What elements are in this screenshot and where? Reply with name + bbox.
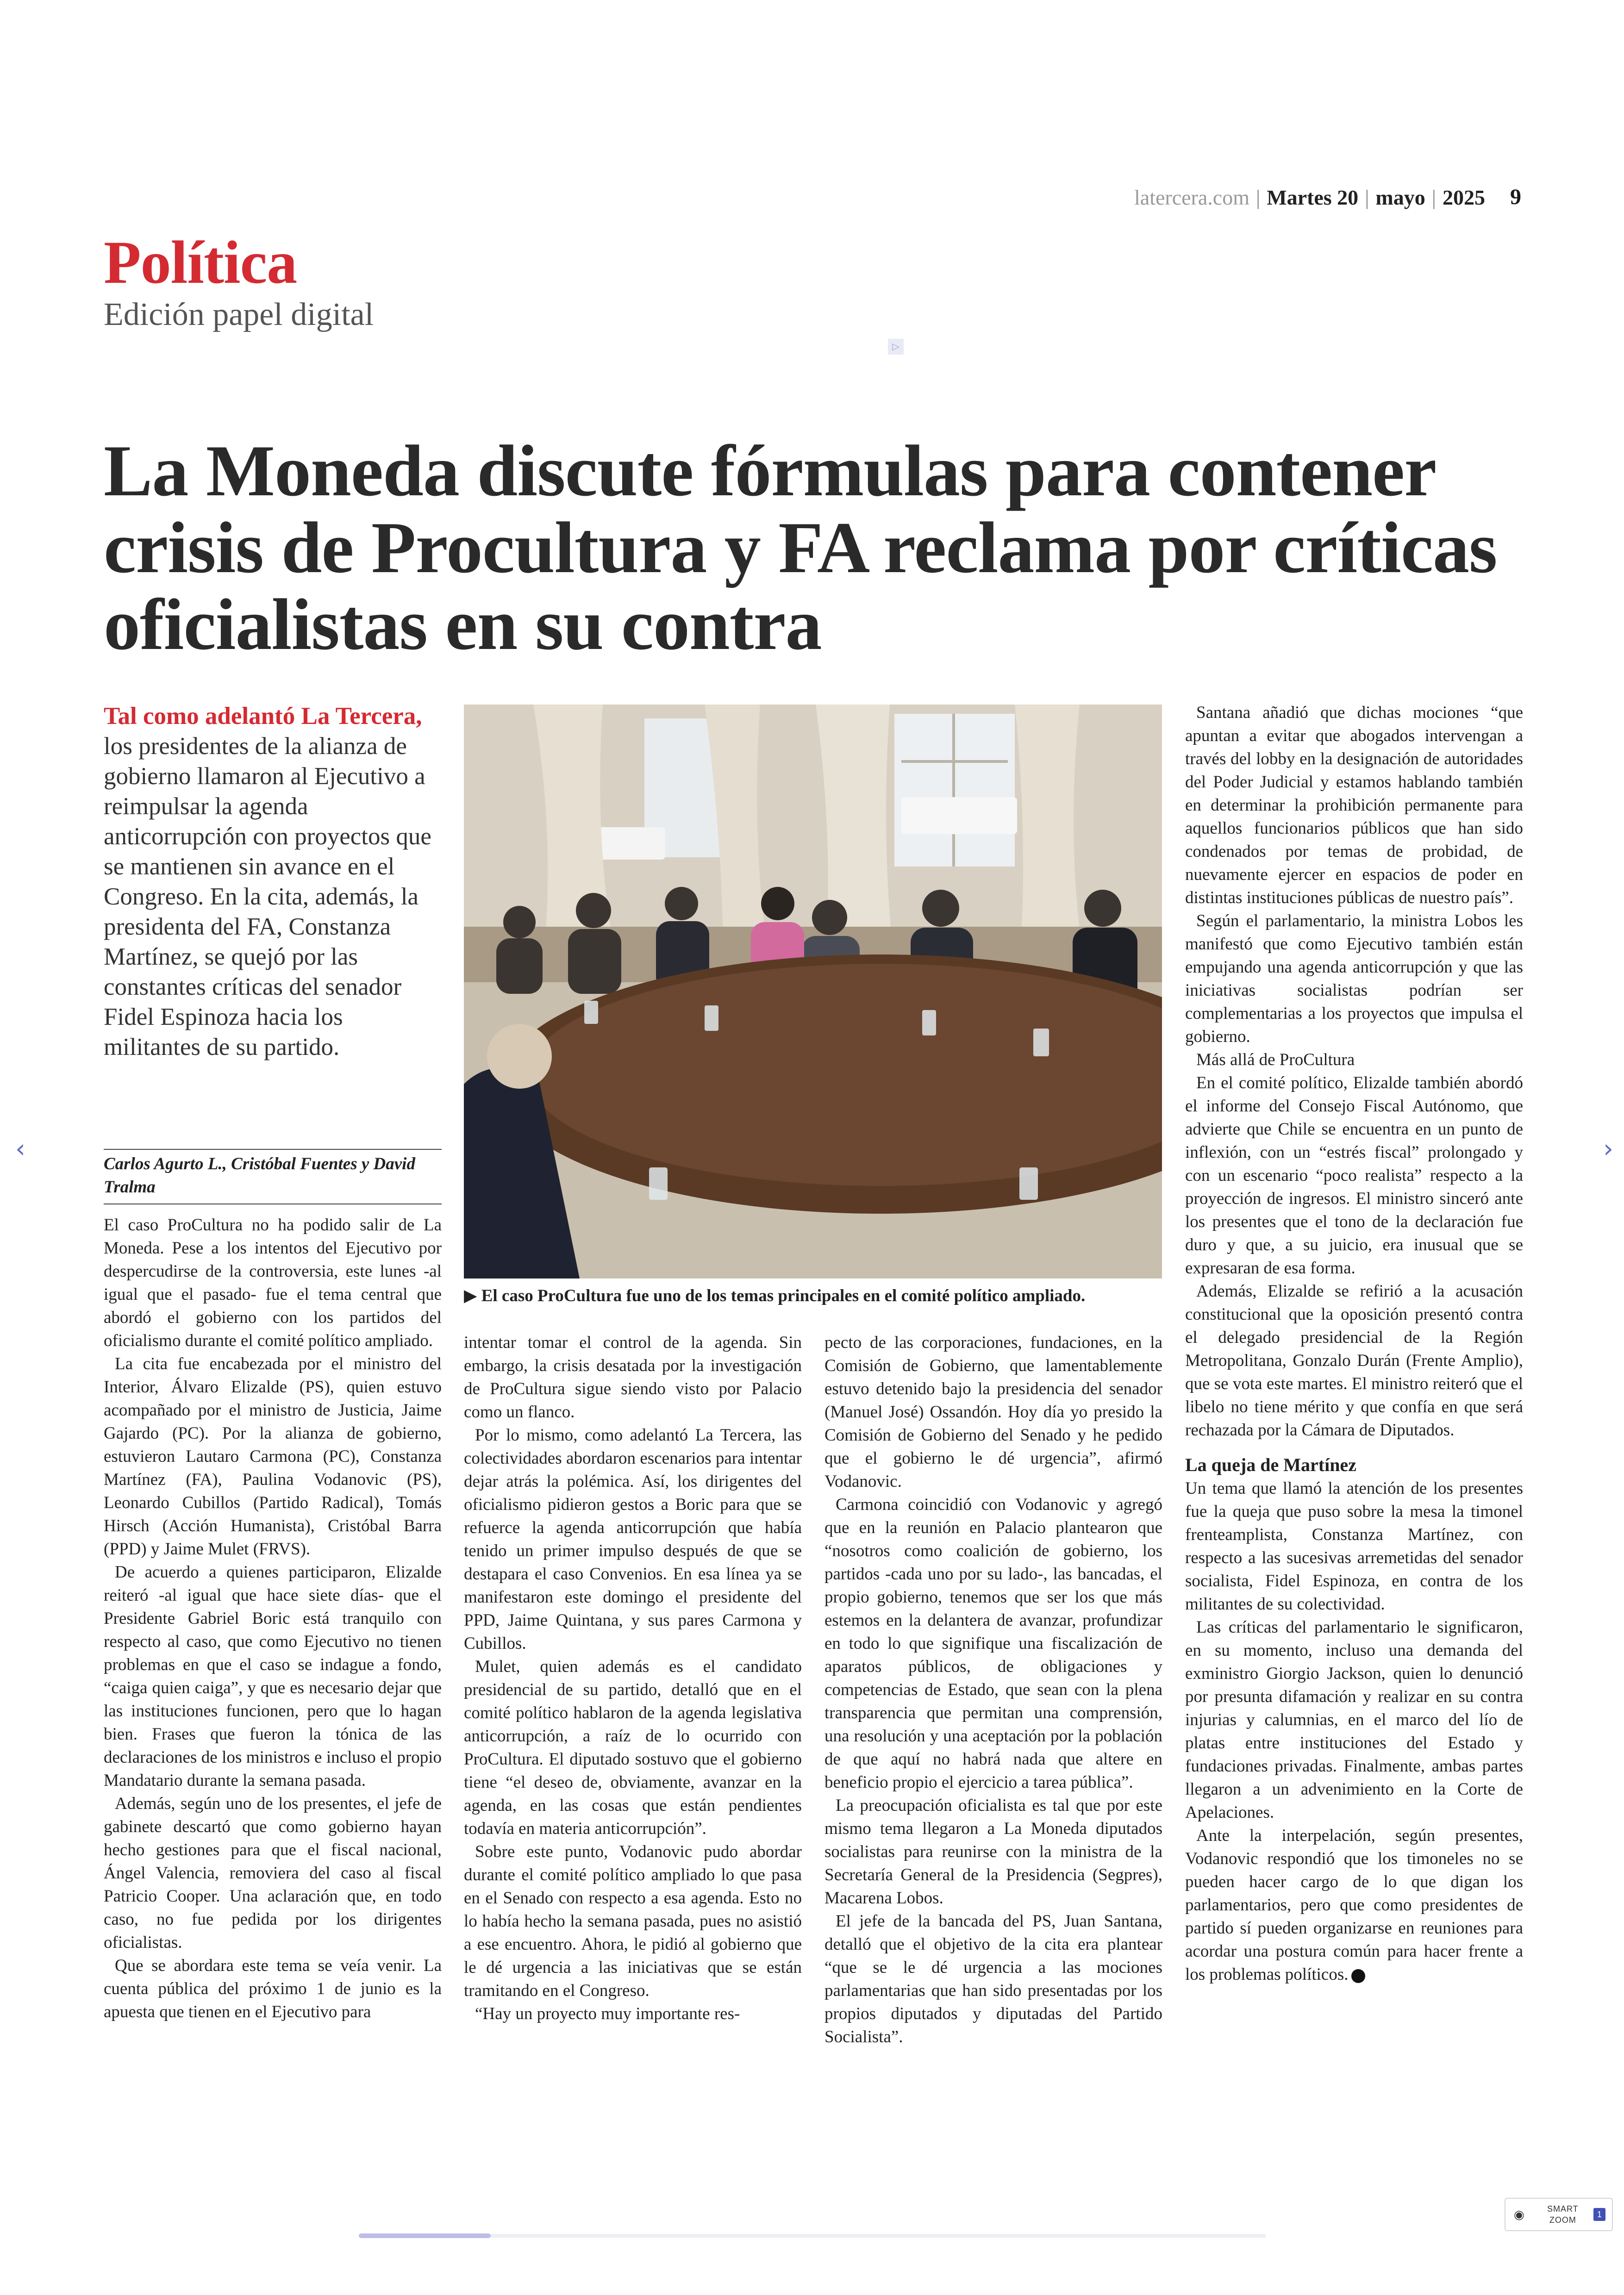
article-column-2 (464, 1331, 802, 2026)
lead-text: los presidentes de la alianza de gobierno llamaron al Ejecutivo a reimpulsar la agenda anticorrupción con proyectos que se mantienen sin avance en el Congreso. En la cita, además, la presidenta del FA, Constanza Martínez, se quejó por las constantes críticas del senador Fidel Espinoza hacia los militantes de su partido. (104, 733, 431, 1060)
smart-zoom-button[interactable] (1505, 2198, 1613, 2231)
paragraph: El jefe de la bancada del PS, Juan Santana, detalló que el objetivo de la cita era plantear “que se le dé urgencia a las mociones parlamentarias que han sido presentadas por los propios diputados y diputadas del Partido Socialista”. (824, 1912, 1162, 2046)
page-scrollbar-thumb[interactable] (359, 2233, 491, 2238)
paragraph: intentar tomar el control de la agenda. Sin embargo, la crisis desatada por la investigación de ProCultura sigue siendo visto por Palacio como un flanco. (464, 1333, 802, 1422)
paragraph: Mulet, quien además es el candidato presidencial de su partido, detalló que en el comité político hablaron de la agenda legislativa anticorrupción, a raíz de lo ocurrido con ProCultura. El diputado sostuvo que el gobierno tiene “el deseo de, obviamente, avanzar en la agenda, en las cosas que están pendientes todavía en materia anticorrupción”. (464, 1657, 802, 1838)
paragraph: Santana añadió que dichas mociones “que apuntan a evitar que abogados intervengan a través del lobby en la designación de autoridades del Poder Judicial y estamos hablando también en determinar la prohibición permanente para aquellos funcionarios públicos que han sido condenados por temas de probidad, de nuevamente ejercer en espacios de poder en distintas instituciones públicas de nuestro país”. (1185, 703, 1523, 907)
page-scrollbar-track[interactable] (359, 2234, 1266, 2238)
paragraph: En el comité político, Elizalde también abordó el informe del Consejo Fiscal Autónomo, que advierte que Chile se encuentra en un punto de inflexión, con un “estrés fiscal” prolongado y con un escenario “poco realista” respecto a la proyección de ingresos. El ministro sinceró ante los presentes que el tono de la declaración fue duro y que, a su juicio, era inusual que se expresaran de esa forma. (1185, 1073, 1523, 1278)
masthead-dateline: latercera.com | Martes 20 | mayo | 2025 (1134, 186, 1485, 209)
article-column-3 (824, 1331, 1162, 2049)
article-column-4 (1185, 701, 1523, 1986)
paragraph: Las críticas del parlamentario le significaron, en su momento, incluso una demanda del exministro Giorgio Jackson, quien lo denunció por presunta difamación y realizar en su contra injurias y calumnias, en el marco del lío de platas entre instituciones del Estado y fundaciones privadas. Finalmente, ambas partes llegaron a un advenimiento en la Corte de Apelaciones. (1185, 1618, 1523, 1822)
article-lead (104, 701, 444, 1062)
edition-label: Edición papel digital (104, 297, 374, 332)
date-day: Martes 20 (1267, 186, 1359, 209)
paragraph: Un tema que llamó la atención de los presentes fue la queja que puso sobre la mesa la timonel frenteamplista, Constanza Martínez, con respecto a las sucesivas arremetidas del senador socialista, Fidel Espinoza, en contra de los militantes de su colectividad. (1185, 1479, 1523, 1614)
paragraph: Sobre este punto, Vodanovic pudo abordar durante el comité político ampliado lo que pasa en el Senado con respecto a esa agenda. Esto no lo había hecho la semana pasada, pues no asistió a ese encuentro. Ahora, le pidió al gobierno que le dé urgencia a las iniciativas que se están tramitando en el Congreso. (464, 1842, 802, 2000)
eye-icon: ◉ (1514, 2208, 1524, 2222)
paragraph: Según el parlamentario, la ministra Lobos les manifestó que como Ejecutivo también están empujando una agenda anticorrupción y que las iniciativas socialistas podrían ser complementarias a los proyectos que impulsa el gobierno. (1185, 911, 1523, 1046)
paragraph: El caso ProCultura no ha podido salir de La Moneda. Pese a los intentos del Ejecutivo por despercudirse de la controversia, este lunes -al igual que el pasado- fue el tema central que abordó el gobierno con los partidos del oficialismo durante el comité político ampliado. (104, 1216, 442, 1350)
paragraph: De acuerdo a quienes participaron, Elizalde reiteró -al igual que hace siete días- que el Presidente Gabriel Boric está tranquilo con respecto al caso, que como Ejecutivo no tienen problemas en que el caso se indague a fondo, “caiga quien caiga”, y que es necesario dejar que las instituciones funcionen, pero que lo hagan bien. Frases que fueron la tónica de las declaraciones de los ministros e incluso el propio Mandatario durante la semana pasada. (104, 1563, 442, 1790)
article-headline: La Moneda discute fórmulas para contener crisis de Procultura y FA reclama por críticas oficialistas en su contra (104, 430, 1497, 665)
paragraph: Que se abordara este tema se veía venir. La cuenta pública del próximo 1 de junio es la apuesta que tienen en el Ejecutivo para (104, 1956, 442, 2021)
paragraph: La preocupación oficialista es tal que por este mismo tema llegaron a La Moneda diputados socialistas para reunirse con la ministra de la Secretaría General de la Presidencia (Segpres), Macarena Lobos. (824, 1796, 1162, 1908)
paragraph: “Hay un proyecto muy importante res- (475, 2004, 740, 2023)
next-page-icon[interactable]: › (1603, 1134, 1613, 1163)
paragraph: La cita fue encabezada por el ministro del Interior, Álvaro Elizalde (PS), quien estuvo acompañado por el ministro de Justicia, Jaime Gajardo (PC). Por la alianza de gobierno, estuvieron Lautaro Carmona (PC), Constanza Martínez (FA), Paulina Vodanovic (PS), Leonardo Cubillos (Partido Radical), Tomás Hirsch (Acción Humanista), Cristóbal Barra (PPD) y Jaime Mulet (FRVS). (104, 1354, 442, 1559)
lead-kicker: Tal como adelantó La Tercera, (104, 703, 422, 730)
article-byline: Carlos Agurto L., Cristóbal Fuentes y David Tralma (104, 1154, 415, 1197)
paragraph: Carmona coincidió con Vodanovic y agregó que en la reunión en Palacio plantearon que “nosotros como coalición de gobierno, los partidos -cada uno por su lado-, las bancadas, el propio gobierno, tenemos que ser los que más estemos en la delantera de avanzar, profundizar en todo lo que signifique una fiscalización de aparatos públicos, de obligaciones y competencias de Estado, que sean con la plena transparencia que permitan una comprensión, una resolución y una aceptación por la población de que aquí no habrá nada que altere en beneficio propio el ejercicio a tarea pública”. (824, 1495, 1162, 1792)
article-column-1 (104, 1214, 442, 2024)
smart-zoom-label: SMART ZOOM (1547, 2204, 1579, 2225)
date-month: mayo (1375, 186, 1425, 209)
subheading: La queja de Martínez (1185, 1454, 1356, 1475)
site-name: latercera.com (1134, 186, 1249, 209)
ad-marker-icon[interactable]: ▷ (888, 339, 904, 355)
paragraph (1185, 1824, 1523, 1986)
date-year: 2025 (1442, 186, 1485, 209)
paragraph: Además, según uno de los presentes, el jefe de gabinete descartó que como gobierno hayan hecho gestiones para que el fiscal nacional, Ángel Valencia, removiera del caso al fiscal Patricio Cooper. Una aclaración que, en todo caso, no fue pedida por los dirigentes oficialistas. (104, 1794, 442, 1952)
previous-page-icon[interactable]: ‹ (15, 1134, 25, 1163)
paragraph: Además, Elizalde se refirió a la acusación constitucional que la oposición presentó contra el delegado presidencial de la Región Metropolitana, Gonzalo Durán (Frente Amplio), que se vota este martes. El ministro reiteró que el libelo no tiene mérito y que confía en que será rechazada por la Cámara de Diputados. (1185, 1282, 1523, 1440)
paragraph: Por lo mismo, como adelantó La Tercera, las colectividades abordaron escenarios para intentar dejar atrás la polémica. Así, los dirigentes del oficialismo pidieron gestos a Boric para que se refuerce la agenda anticorrupción que había tenido un primer impulso después de que se destapara el caso Convenios. En esa línea ya se manifestaron este domingo el presidente del PPD, Jaime Quintana, y sus pares Carmona y Cubillos. (464, 1426, 802, 1653)
end-mark-icon (1351, 1969, 1365, 1983)
paragraph-text: Ante la interpelación, según presentes, Vodanovic respondió que los timoneles no se pueden hacer cargo de lo que digan los parlamentarios, pero que como presidentes de partido sí pueden organizarse en reuniones para acordar una postura común para hacer frente a los problemas políticos. (1185, 1826, 1523, 1984)
paragraph: pecto de las corporaciones, fundaciones, en la Comisión de Gobierno, que lamentablemente estuvo detenido bajo la presidencia del senador (Manuel José) Ossandón. Hoy día yo presido la Comisión de Gobierno del Senado y he pedido que el gobierno le dé urgencia”, afirmó Vodanovic. (824, 1333, 1162, 1491)
photo-caption: ▶ El caso ProCultura fue uno de los temas principales en el comité político ampliado. (464, 1286, 1086, 1305)
byline-rule-top (104, 1149, 442, 1150)
zoom-badge: 1 (1593, 2208, 1605, 2221)
paragraph: Más allá de ProCultura (1196, 1050, 1355, 1069)
section-title: Política (104, 228, 297, 296)
article-photo (464, 705, 1162, 1278)
page-number: 9 (1510, 185, 1521, 209)
